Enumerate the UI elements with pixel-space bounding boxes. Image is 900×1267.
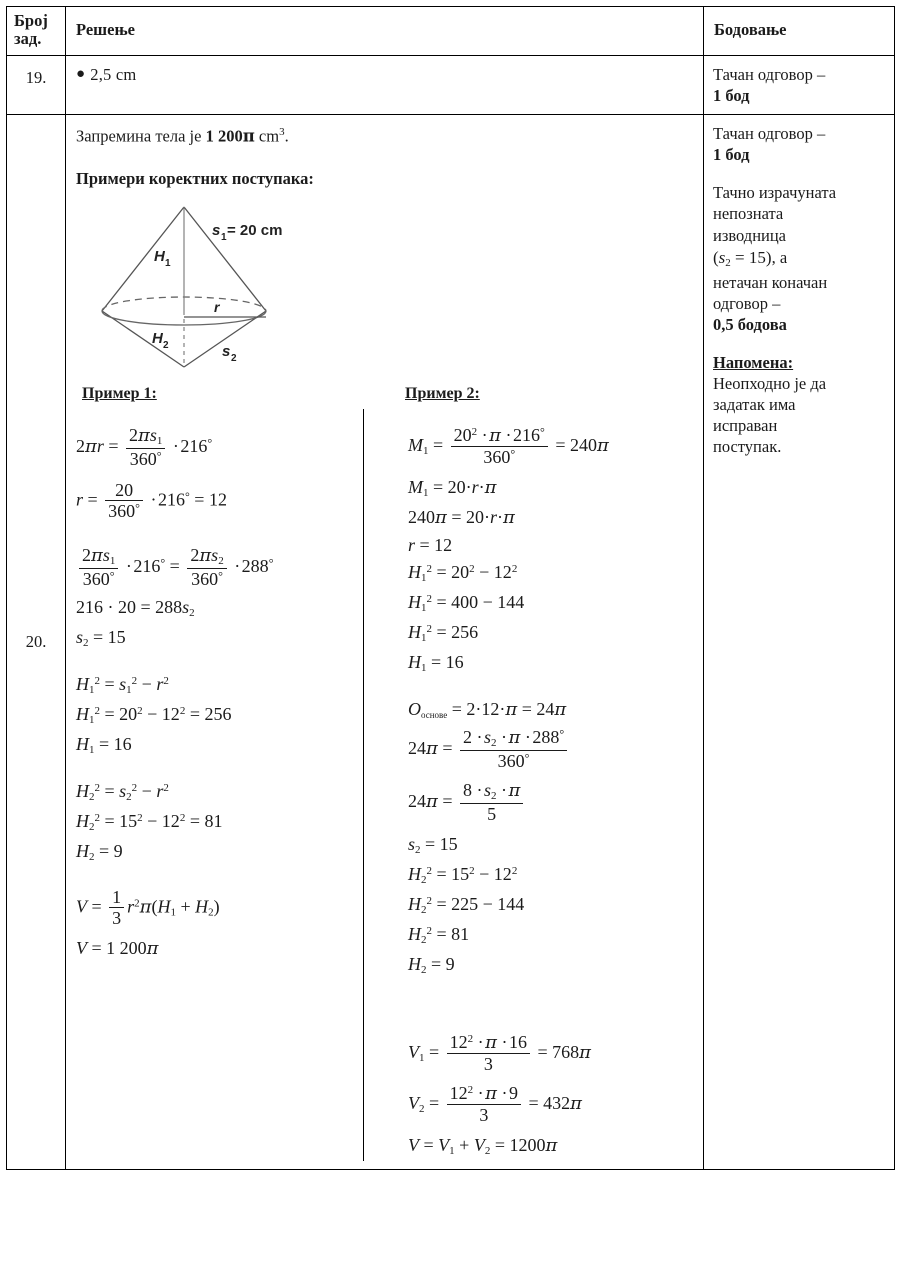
ex2-eq-6: $H_1^2 = 400 - 144$ [408, 591, 525, 614]
label-H2: H [152, 329, 163, 347]
ex2-eq-13: $H_2^2 = 15^2 - 12^2$ [408, 863, 518, 886]
volume-statement-exponent: 3 [279, 126, 285, 139]
formula-s-subscript: 2 [725, 256, 731, 269]
scoring-20-partial-line1: Тачно израчуната [713, 183, 837, 203]
bullet-icon: ● [76, 65, 86, 82]
ex2-eq-8: $H_1 = 16$ [408, 651, 464, 674]
ex2-eq-10: 24π = $\frac{2 \cdot s_2 \cdot \pi \cdot 288^\circ}{360^\circ}$ [408, 729, 683, 771]
ex2-eq-16: $H_2 = 9$ [408, 953, 455, 976]
formula-close-paren: ) [765, 247, 772, 267]
solution-cell-19 [66, 55, 704, 114]
volume-statement-unit: cm [254, 126, 280, 146]
scoring-19-line2: 1 бод [713, 86, 750, 106]
label-s1: s [212, 221, 221, 239]
volume-statement-suffix: . [284, 126, 289, 146]
ex1-eq-9: $H_2^2 = s_2^2 - r^2$ [76, 780, 169, 803]
formula-s: s [718, 247, 726, 267]
scoring-20-note-line4: поступак. [713, 437, 782, 457]
label-s1-subscript: 1 [221, 231, 227, 243]
cone-upper-left-slant [102, 207, 184, 311]
ex1-eq-12: V = $\frac{1}{3}$ $r^2\pi(H_1 + H_2)$ [76, 886, 220, 928]
ex2-eq-19: $V = V_1 + V_2 = 1200\pi$ [408, 1134, 558, 1157]
header-number-line1: Број [14, 11, 48, 30]
ex2-eq-5: $H_1^2 = 20^2 - 12^2$ [408, 561, 518, 584]
label-s2-subscript: 2 [231, 352, 237, 364]
bicone-figure [94, 199, 693, 379]
ex2-eq-12: $s_2 = 15$ [408, 833, 458, 856]
table-row-task-20 [7, 115, 895, 1170]
header-number-line2: зад. [14, 29, 42, 49]
ex2-eq-18: $V_2$ = $\frac{12^2 \cdot \pi \cdot 9}{3}$ = 432π [408, 1082, 582, 1125]
volume-statement-prefix: Запремина тела је [76, 126, 206, 146]
example2-body [363, 409, 683, 1161]
header-cell-solution: Решење [66, 7, 704, 56]
header-cell-number [7, 7, 66, 56]
label-s1-value: = 20 cm [227, 221, 283, 239]
ex1-eq-10: $H_2^2 = 15^2 - 12^2 = 81$ [76, 810, 223, 833]
ex1-eq-1: 2πr = $\frac{2\pi s_1}{360^\circ}$ · 216° [76, 424, 213, 469]
formula-equals-value: = 15 [730, 247, 766, 267]
volume-statement [76, 126, 693, 147]
formula-tail: , а [771, 247, 788, 267]
ex1-eq-11: $H_2 = 9$ [76, 840, 123, 863]
scoring-cell-19 [704, 55, 895, 114]
example2-title-wrap [361, 383, 681, 403]
table-row-task-19 [7, 55, 895, 114]
scoring-20-partial-line3: изводница [713, 225, 787, 245]
scoring-20-partial-formula [713, 249, 886, 269]
volume-statement-value: 1 200 [205, 126, 243, 146]
ex1-eq-8: $H_1 = 16$ [76, 733, 132, 756]
ex1-eq-4: $216 \cdot 20 = 288s_2$ [76, 596, 195, 619]
ex2-eq-4: r = 12 [408, 534, 453, 555]
scoring-cell-20 [704, 115, 895, 1170]
ex2-eq-11: 24π = $\frac{8 \cdot s_2 \cdot \pi}{5}$ [408, 782, 683, 824]
formula-open-paren: ( [713, 247, 719, 267]
answer-19 [76, 65, 693, 85]
ex1-eq-6: $H_1^2 = s_1^2 - r^2$ [76, 673, 169, 696]
table-header-row [7, 7, 895, 56]
scoring-20-partial-line6: одговор – [713, 293, 781, 313]
scoring-20-correct-line1: Тачан одговор – [713, 124, 826, 144]
ex1-eq-3: $\frac{2\pi s_1}{360^\circ}$ · 216° = $\frac{2\pi s_2}{360^\circ}$ · 288° [76, 547, 351, 589]
scoring-20-partial-line5: нетачан коначан [713, 272, 828, 292]
answer-19-value: 2,5 cm [90, 64, 137, 84]
scoring-20-partial-line2: непозната [713, 204, 784, 224]
scoring-20-note-line1: Неопходно је да [713, 374, 827, 394]
example2-title: Пример 2: [405, 384, 480, 402]
label-H2-subscript: 2 [163, 339, 169, 351]
label-r: r [214, 298, 220, 315]
ex2-eq-7: $H_1^2 = 256$ [408, 621, 479, 644]
ex1-eq-7: $H_1^2 = 20^2 - 12^2 = 256$ [76, 703, 232, 726]
ex1-eq-2: r = $\frac{20}{360^\circ}$ · 216° = 12 [76, 479, 227, 521]
scoring-20-note-line3: исправан [713, 416, 778, 436]
ex2-eq-2: $M_1 = 20\cdot r\cdot\pi$ [408, 476, 497, 499]
scoring-20-partial-points: 0,5 бодова [713, 314, 787, 334]
examples-container [76, 409, 693, 1161]
ex2-eq-14: $H_2^2 = 225 - 144$ [408, 893, 525, 916]
volume-statement-pi: π [242, 126, 255, 146]
scoring-key-table [6, 6, 895, 1170]
ex2-eq-17: $V_1$ = $\frac{12^2 \cdot \pi \cdot 16}{3}$ = 768π [408, 1031, 591, 1074]
ex1-eq-5: $s_2 = 15$ [76, 626, 126, 649]
scoring-19-line1: Тачан одговор – [713, 64, 826, 84]
subheading-correct-procedures: Примери коректних поступака: [76, 168, 314, 188]
scoring-20-correct-line2: 1 бод [713, 145, 750, 165]
ex2-eq-15: $H_2^2 = 81$ [408, 923, 470, 946]
header-cell-scoring: Бодовање [704, 7, 895, 56]
label-s2: s [222, 342, 231, 360]
example1-title-wrap [76, 383, 361, 403]
label-H1: H [154, 247, 165, 265]
ex2-eq-1: $M_1$ = $\frac{20^2 \cdot \pi \cdot 216^\circ}{360^\circ}$ = 240π [408, 424, 609, 467]
example1-title: Пример 1: [82, 384, 157, 402]
ex2-eq-9: $O_{основе} = 2\cdot 12\cdot\pi = 24\pi$ [408, 698, 567, 720]
ex1-eq-13: V = 1 200π [76, 937, 159, 959]
example-titles-row [76, 383, 693, 403]
task-number-19: 19. [7, 55, 66, 114]
example1-body [76, 409, 361, 1161]
ex2-eq-3: 240π = 20·r·π [408, 506, 515, 528]
task-number-20 [7, 115, 66, 1170]
task-number-20-label: 20. [25, 631, 47, 651]
cone-lower-left-slant [102, 311, 184, 367]
label-H1-subscript: 1 [165, 257, 171, 269]
bicone-svg [94, 199, 394, 374]
ex2-O-subscript: основе [421, 709, 448, 720]
scoring-20-note-line2: задатак има [713, 395, 796, 415]
scoring-20-note-title: Напомена: [713, 353, 794, 373]
solution-cell-20 [66, 115, 704, 1170]
